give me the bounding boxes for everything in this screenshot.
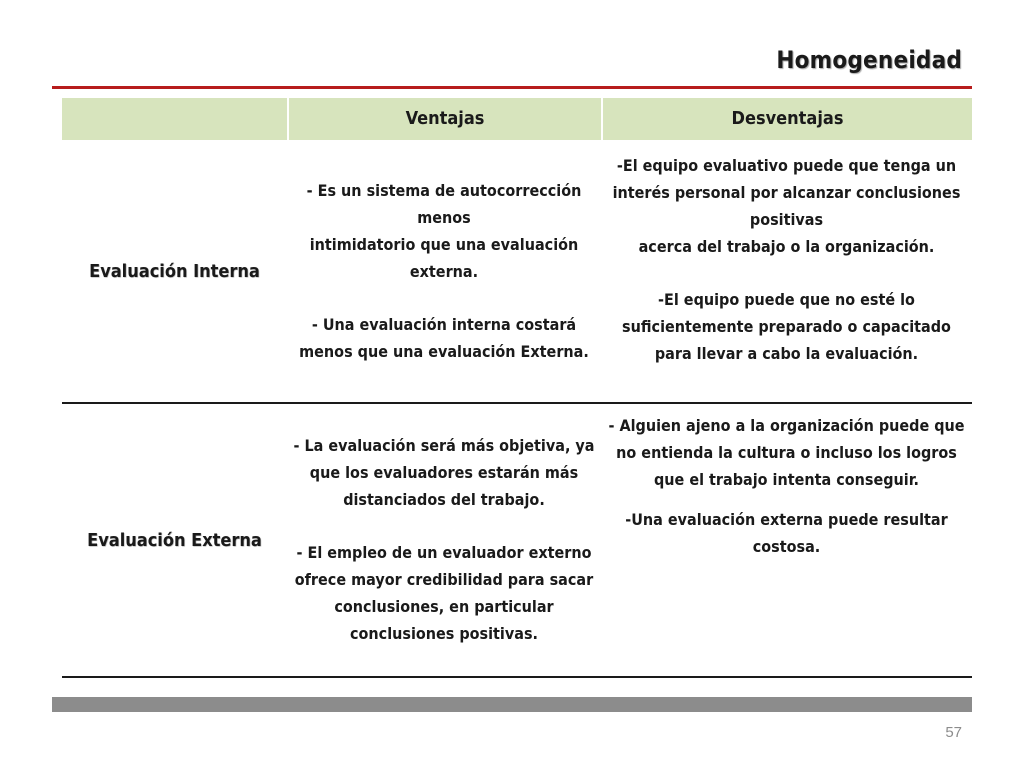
footer-bar xyxy=(52,697,972,712)
row-label-externa: Evaluación Externa xyxy=(62,404,287,678)
interna-ventaja-1: - Es un sistema de autocorrección menos intimidatorio que una evaluación externa. xyxy=(306,181,582,281)
row-label-interna: Evaluación Interna xyxy=(62,140,287,404)
header-ventajas: Ventajas xyxy=(287,98,601,140)
interna-desventaja-2: -El equipo puede que no esté lo suficientemente preparado o capacitado para llevar a cabo la evaluación. xyxy=(622,290,951,363)
interna-ventaja-2: - Una evaluación interna costará menos que una evaluación Externa. xyxy=(299,315,589,361)
page-number: 57 xyxy=(945,724,962,741)
externa-ventaja-2: - El empleo de un evaluador externo ofrece mayor credibilidad para sacar conclusiones, en particular conclusiones positivas. xyxy=(294,543,594,643)
externa-desventaja-2: -Una evaluación externa puede resultar costosa. xyxy=(625,510,948,556)
externa-ventajas-cell xyxy=(287,404,601,678)
externa-desventaja-1: - Alguien ajeno a la organización puede que no entienda la cultura o incluso los logros que el trabajo intenta conseguir. xyxy=(608,416,965,489)
interna-desventaja-1: -El equipo evaluativo puede que tenga un interés personal por alcanzar conclusiones positivas acerca del trabajo o la organización. xyxy=(612,156,961,256)
interna-ventajas-cell xyxy=(287,140,601,404)
externa-ventaja-1: - La evaluación será más objetiva, ya que los evaluadores estarán más distanciados del trabajo. xyxy=(293,436,595,509)
slide-title: Homogeneidad xyxy=(776,46,962,74)
comparison-table xyxy=(62,98,972,678)
title-rule xyxy=(52,86,972,89)
externa-desventajas-cell xyxy=(601,404,972,678)
header-desventajas: Desventajas xyxy=(601,98,972,140)
interna-desventajas-cell xyxy=(601,140,972,404)
header-empty-cell xyxy=(62,98,287,140)
